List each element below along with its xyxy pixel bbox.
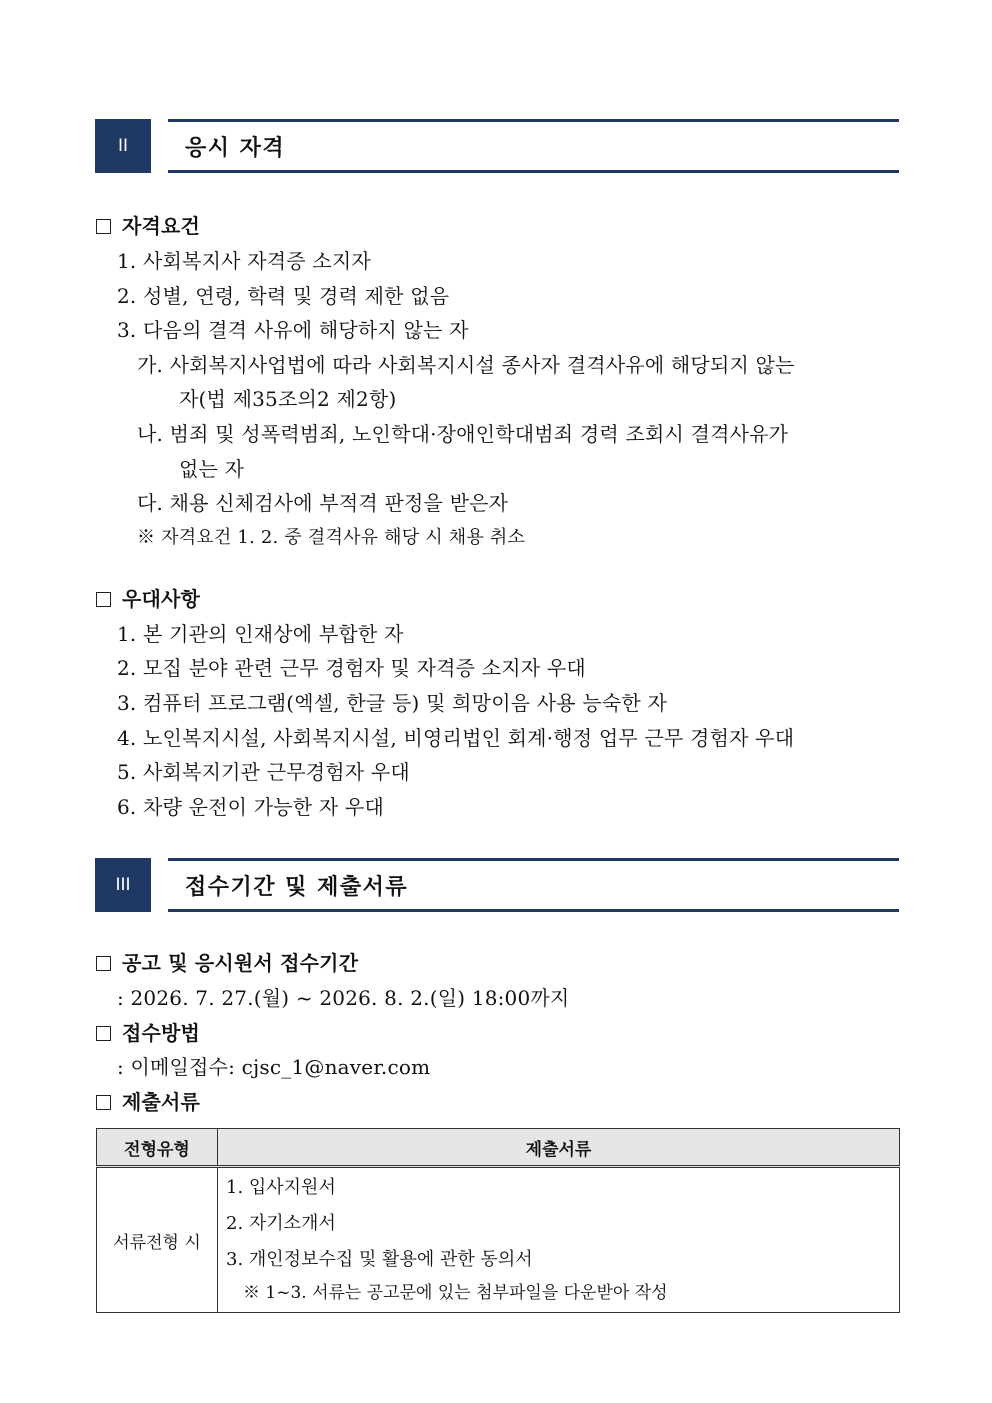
row-docs-cell (218, 1167, 900, 1313)
method-heading (96, 1021, 200, 1045)
qualification-subitem: 다. 채용 신체검사에 부적격 판정을 받은자 (137, 491, 509, 515)
qualification-heading-text: 자격요건 (122, 214, 201, 238)
row-type-cell: 서류전형 시 (97, 1167, 218, 1313)
document-item: 2. 자기소개서 (226, 1213, 336, 1234)
preference-item: 6. 차량 운전이 가능한 자 우대 (117, 795, 384, 819)
checkbox-icon (96, 1026, 111, 1041)
qualification-item: 1. 사회복지사 자격증 소지자 (117, 249, 371, 273)
preference-item: 2. 모집 분야 관련 근무 경험자 및 자격증 소지자 우대 (117, 656, 586, 680)
section-title-box (168, 858, 899, 912)
preference-item: 4. 노인복지시설, 사회복지시설, 비영리법인 회계·행정 업무 근무 경험자 우대 (117, 726, 795, 750)
section-title-box (168, 119, 899, 173)
documents-heading-text: 제출서류 (122, 1090, 201, 1114)
qualification-note: ※ 자격요건 1. 2. 중 결격사유 해당 시 채용 취소 (137, 527, 526, 548)
qualification-subitem: 가. 사회복지사업법에 따라 사회복지시설 종사자 결격사유에 해당되지 않는 (137, 353, 795, 377)
section-title: 접수기간 및 제출서류 (185, 874, 409, 900)
checkbox-icon (96, 956, 111, 971)
documents-heading (96, 1090, 200, 1114)
section-number: III (95, 858, 151, 912)
checkbox-icon (96, 592, 111, 607)
table-row (97, 1167, 900, 1313)
method-value: : 이메일접수: cjsc_1@naver.com (117, 1055, 431, 1079)
qualification-item: 3. 다음의 결격 사유에 해당하지 않는 자 (117, 318, 469, 342)
period-value: : 2026. 7. 27.(월) ~ 2026. 8. 2.(일) 18:00까지 (117, 986, 570, 1010)
qualification-subitem: 나. 범죄 및 성폭력범죄, 노인학대·장애인학대범죄 경력 조회시 결격사유가 (137, 422, 789, 446)
document-note: ※ 1~3. 서류는 공고문에 있는 첨부파일을 다운받아 작성 (243, 1283, 668, 1303)
document-item: 1. 입사지원서 (226, 1177, 336, 1198)
method-heading-text: 접수방법 (122, 1021, 201, 1045)
checkbox-icon (96, 219, 111, 234)
qualification-item: 2. 성별, 연령, 학력 및 경력 제한 없음 (117, 284, 450, 308)
preference-heading-text: 우대사항 (122, 587, 201, 611)
col-header-docs: 제출서류 (218, 1129, 900, 1167)
section-header-3 (95, 858, 899, 912)
qualification-subitem-cont: 자(법 제35조의2 제2항) (179, 387, 397, 411)
table-header-row (97, 1129, 900, 1167)
preference-item: 3. 컴퓨터 프로그램(엑셀, 한글 등) 및 희망이음 사용 능숙한 자 (117, 691, 668, 715)
qualification-subitem-cont: 없는 자 (179, 457, 245, 481)
section-header-2 (95, 119, 899, 173)
checkbox-icon (96, 1095, 111, 1110)
preference-heading (96, 587, 200, 611)
preference-item: 5. 사회복지기관 근무경험자 우대 (117, 760, 410, 784)
col-header-type: 전형유형 (97, 1129, 218, 1167)
document-item: 3. 개인정보수집 및 활용에 관한 동의서 (226, 1249, 533, 1270)
qualification-heading (96, 214, 200, 238)
section-title: 응시 자격 (185, 135, 286, 161)
period-heading (96, 951, 358, 975)
section-number: II (95, 119, 151, 173)
documents-table (96, 1128, 900, 1313)
period-heading-text: 공고 및 응시원서 접수기간 (122, 951, 359, 975)
preference-item: 1. 본 기관의 인재상에 부합한 자 (117, 622, 404, 646)
